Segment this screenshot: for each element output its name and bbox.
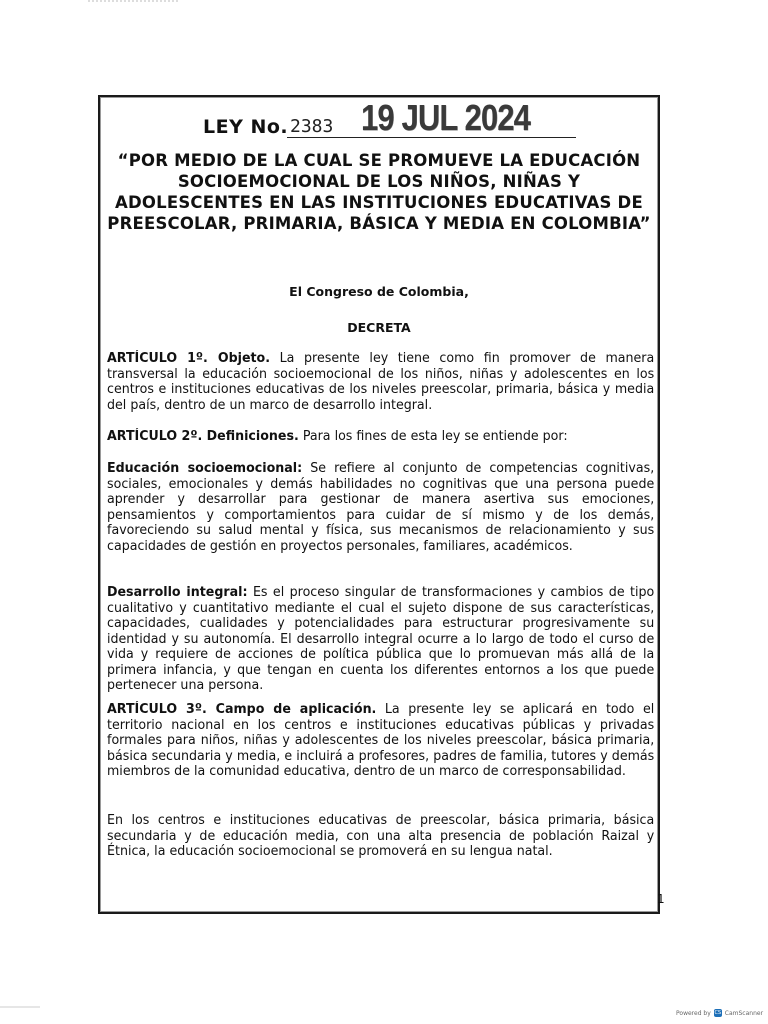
camscanner-brand: CamScanner bbox=[724, 1009, 764, 1017]
article-text: En los centros e instituciones educativas de preescolar, básica primaria, básica secundaria y de educación media, con una alta presencia de población Raizal y Étnica, la educación socioemocional se promoverá en su lengua natal. bbox=[107, 813, 655, 859]
definition-text: Se refiere al conjunto de competencias cognitivas, sociales, emocionales y demás habilidades no cognitivas que una persona puede aprender y desarrollar para gestionar de manera asertiva sus emociones, pensamientos y comportamientos para cuidar de sí mismo y de los demás, favoreciendo su salud mental y física, sus mecanismos de relacionamiento y sus capacidades de gestión en proyectos personales, familiares, académicos. bbox=[107, 461, 655, 554]
definition-educacion-socioemocional bbox=[107, 461, 654, 554]
article-text: La presente ley se aplicará en todo el territorio nacional en los centros e instituciones educativas públicas y privadas formales para niños, niñas y adolescentes de los niveles preescolar, básica primaria, básica secundaria y media, e incluirá a profesores, padres de familia, tutores y demás miembros de la comunidad educativa, dentro de un marco de corresponsabilidad. bbox=[107, 702, 655, 779]
article-3 bbox=[107, 702, 654, 780]
ley-label: LEY No. bbox=[203, 116, 289, 138]
scan-artifact-corner bbox=[0, 996, 40, 1008]
definition-text: Es el proceso singular de transformaciones y cambios de tipo cualitativo y cuantitativo mediante el cual el sujeto dispone de sus características, capacidades, cualidades y potencialidades para estructurar progresivamente su identidad y su autonomía. El desarrollo integral ocurre a lo largo de todo el curso de vida y requiere de acciones de política pública que lo promuevan más allá de la primera infancia, y que tengan en cuenta los diferentes entornos a los que puede pertenecer una persona. bbox=[107, 585, 655, 693]
definition-term: Educación socioemocional: bbox=[107, 461, 303, 476]
definition-term: Desarrollo integral: bbox=[107, 585, 248, 600]
article-1 bbox=[107, 351, 654, 413]
page-number: 1 bbox=[657, 892, 665, 906]
powered-by-label: Powered by bbox=[676, 1009, 711, 1017]
decreta-heading: DECRETA bbox=[347, 320, 411, 335]
article-heading: ARTÍCULO 2º. Definiciones. bbox=[107, 429, 299, 444]
scan-artifact bbox=[88, 0, 178, 12]
article-text: Para los fines de esta ley se entiende por: bbox=[298, 429, 568, 444]
law-header bbox=[203, 97, 583, 143]
article-2 bbox=[107, 429, 654, 445]
ley-number: 2383 bbox=[290, 116, 334, 137]
camscanner-footer bbox=[676, 1009, 763, 1017]
camscanner-logo-icon: CS bbox=[714, 1010, 722, 1016]
congress-line: El Congreso de Colombia, bbox=[289, 284, 469, 299]
definition-desarrollo-integral bbox=[107, 585, 654, 694]
article-heading: ARTÍCULO 3º. Campo de aplicación. bbox=[107, 702, 377, 717]
article-text: La presente ley tiene como fin promover de manera transversal la educación socioemocional de los niños, niñas y adolescentes en los centros e instituciones educativas de los niveles preescolar, primaria, básica y media del país, dentro de un marco de desarrollo integral. bbox=[107, 351, 655, 413]
date-stamp: 19 JUL 2024 bbox=[361, 97, 530, 138]
article-3-paragraph bbox=[107, 813, 654, 860]
law-title: “POR MEDIO DE LA CUAL SE PROMUEVE LA EDUCACIÓN SOCIOEMOCIONAL DE LOS NIÑOS, NIÑAS Y ADOLESCENTES EN LAS INSTITUCIONES EDUCATIVAS DE PREESCOLAR, PRIMARIA, BÁSICA Y MEDIA EN COLOMBIA” bbox=[107, 151, 651, 233]
article-heading: ARTÍCULO 1º. Objeto. bbox=[107, 351, 271, 366]
